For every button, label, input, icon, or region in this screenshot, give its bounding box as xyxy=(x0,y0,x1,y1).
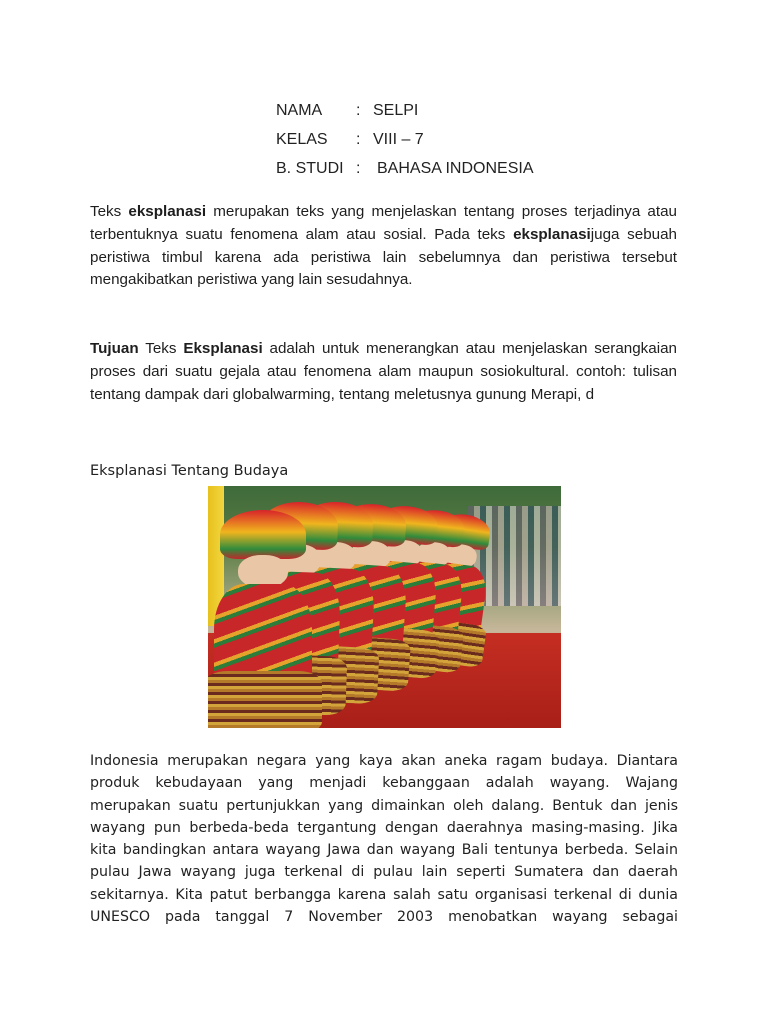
subject-value: BAHASA INDONESIA xyxy=(377,160,534,177)
bold-term: Tujuan xyxy=(90,340,139,357)
bold-term: Eksplanasi xyxy=(183,340,263,357)
student-class-row xyxy=(276,125,534,154)
subject-label: B. STUDI xyxy=(276,160,344,177)
text-run: Teks xyxy=(138,340,184,357)
purpose-paragraph xyxy=(90,338,677,406)
dancer-figure xyxy=(214,510,312,728)
student-name-row xyxy=(276,96,534,125)
bold-term: eksplanasi xyxy=(128,203,207,220)
text-run: juga sebuah peristiwa timbul karena ada peristiwa lain sebelumnya dan peristiwa tersebut mengakibatkan peristiwa yang lain sesudahnya. xyxy=(90,225,678,289)
class-label: KELAS xyxy=(276,131,328,148)
section-title: Eksplanasi Tentang Budaya xyxy=(90,463,289,479)
class-value: VIII – 7 xyxy=(373,131,424,148)
subject-row xyxy=(276,154,534,183)
name-label: NAMA xyxy=(276,102,323,119)
text-run: adalah untuk menerangkan atau menjelaskan serangkaian proses dari suatu gejala atau fenomena alam maupun sosiokultural. contoh: tulisan tentang dampak dari globalwarming, tentang meletusnya gunung Merapi, d xyxy=(90,340,677,403)
text-run: Teks xyxy=(90,203,129,220)
definition-paragraph xyxy=(90,201,677,292)
text-run: merupakan teks yang menjelaskan tentang proses terjadinya atau terbentuknya suatu fenomena alam atau sosial. Pada teks xyxy=(90,203,677,243)
colon: : xyxy=(356,102,361,119)
bold-term: eksplanasi xyxy=(513,225,591,243)
culture-paragraph: Indonesia merupakan negara yang kaya akan aneka ragam budaya. Diantara produk kebudayaan yang menjadi kebanggaan adalah wayang. Wajang merupakan suatu pertunjukkan yang dimainkan oleh dalang. Bentuk dan jenis wayang pun berbeda-beda tergantung dengan daerahnya masing-masing. Jika kita bandingkan antara wayang Jawa dan wayang Bali tentunya berbeda. Selain pulau Jawa wayang juga terkenal di pulau lain seperti Sumatera dan daerah sekitarnya. Kita patut berbangga karena salah satu organisasi terkenal di dunia UNESCO pada tanggal 7 November 2003 menobatkan wayang sebagai xyxy=(90,753,678,926)
dancers-photo-icon xyxy=(208,486,561,728)
student-info-block xyxy=(276,96,534,183)
colon: : xyxy=(356,160,361,177)
name-value: SELPI xyxy=(373,102,419,119)
colon: : xyxy=(356,131,361,148)
